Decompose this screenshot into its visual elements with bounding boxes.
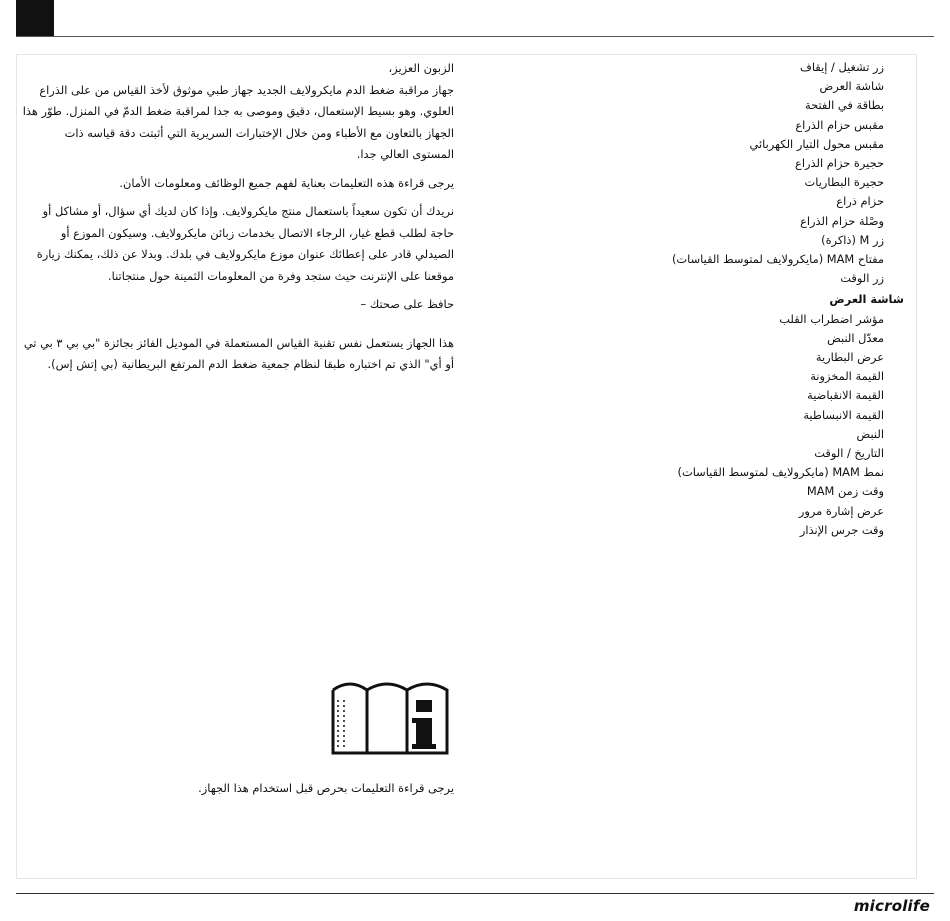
intro-paragraph-4: حافظ على صحتك – — [360, 297, 454, 311]
parts-list-item: مقبس محول التيار الكهربائي — [749, 136, 884, 151]
intro-paragraph-3: نريدك أن تكون سعيداً باستعمال منتج مايكرولايف. وإذا كان لديك أي سؤال، أو مشاكل أو حاجة لطلب قطع غيار، الرجاء الاتصال بخدمات زبائن مايكرولايف. وسيكون الموزع أو الصيدلي قادر على إعطائك عنوان موزع مايكرولايف في بلدك. وبدلا عن ذلك، يمكنك زيارة موقعنا على الإنترنت حيث ستجد وفرة من المعلومات الثمينة حول منتجاتنا. — [36, 204, 454, 283]
parts-column — [584, 58, 904, 540]
icon-caption: يرجى قراءة التعليمات بحرص قبل استخدام هذا الجهاز. — [198, 781, 454, 795]
display-list-item: التاريخ / الوقت — [814, 446, 884, 461]
parts-list-item: زر M (ذاكرة) — [821, 232, 884, 247]
parts-list-item: شاشة العرض — [819, 79, 884, 94]
intro-column — [20, 58, 454, 376]
footer-rule — [16, 893, 934, 894]
display-list-item: مؤشر اضطراب القلب — [779, 311, 884, 326]
display-list — [584, 310, 884, 540]
parts-list-item: حجيرة حزام الذراع — [795, 156, 884, 171]
parts-list-item: حزام ذراع — [836, 194, 884, 209]
display-list-item: عرض إشارة مرور — [798, 503, 884, 518]
display-list-item: عرض البطارية — [815, 350, 884, 365]
intro-paragraph-5: هذا الجهاز يستعمل نفس تقنية القياس المستعملة في الموديل الفائز بجائزة "بي بي ٣ بي تي أو أي" الذي تم اختباره طبقا لنظام جمعية ضغط الدم المرتفع البريطانية (بي إتش إس). — [23, 335, 454, 371]
book-info-icon — [330, 680, 450, 755]
display-list-item: القيمة الانبساطية — [803, 407, 884, 422]
greeting: الزبون العزيز، — [388, 61, 454, 75]
parts-list-item: وصْلة حزام الذراع — [800, 213, 884, 228]
parts-list-item: بطاقة في الفتحة — [804, 98, 884, 113]
display-list-item: نمط MAM (مايكرولايف لمتوسط القياسات) — [677, 465, 884, 480]
parts-list — [584, 58, 884, 288]
display-heading: شاشة العرض — [829, 292, 904, 307]
display-list-item: القيمة المخزونة — [810, 369, 884, 384]
display-list-item: وقت زمن MAM — [806, 484, 884, 499]
parts-list-item: مفتاح MAM (مايكرولايف لمتوسط القياسات) — [671, 252, 884, 267]
parts-list-item: زر تشغيل / إيقاف — [800, 60, 884, 74]
display-list-item: النبض — [856, 426, 884, 441]
header-rule — [16, 36, 934, 37]
intro-paragraph-2: يرجى قراءة هذه التعليمات بعناية لفهم جميع الوظائف ومعلومات الأمان. — [119, 175, 454, 190]
display-list-item: القيمة الانقباضية — [807, 388, 884, 403]
display-list-item: وقت جرس الإنذار — [799, 522, 884, 537]
display-list-item: معدّل النبض — [827, 330, 884, 345]
parts-list-item: مقبس حزام الذراع — [795, 117, 884, 132]
brand-logo: microlife — [853, 897, 930, 915]
intro-paragraph-1: جهاز مراقبة ضغط الدم مايكرولايف الجديد جهاز طبي موثوق لأخذ القياس من على الذراع العلوي. وهو بسيط الإستعمال، دقيق وموصى به جدا لمراقبة ضغط الدمّ في المنزل. طوّر هذا الجهاز بالتعاون مع الأطباء ومن خلال الإختبارات السريرية التي أثبتت دقة قياسه ذات المستوى العالي جدا. — [22, 82, 454, 161]
parts-list-item: حجيرة البطاريات — [804, 175, 884, 190]
parts-list-item: زر الوقت — [840, 271, 884, 286]
header-black-block — [16, 0, 54, 37]
